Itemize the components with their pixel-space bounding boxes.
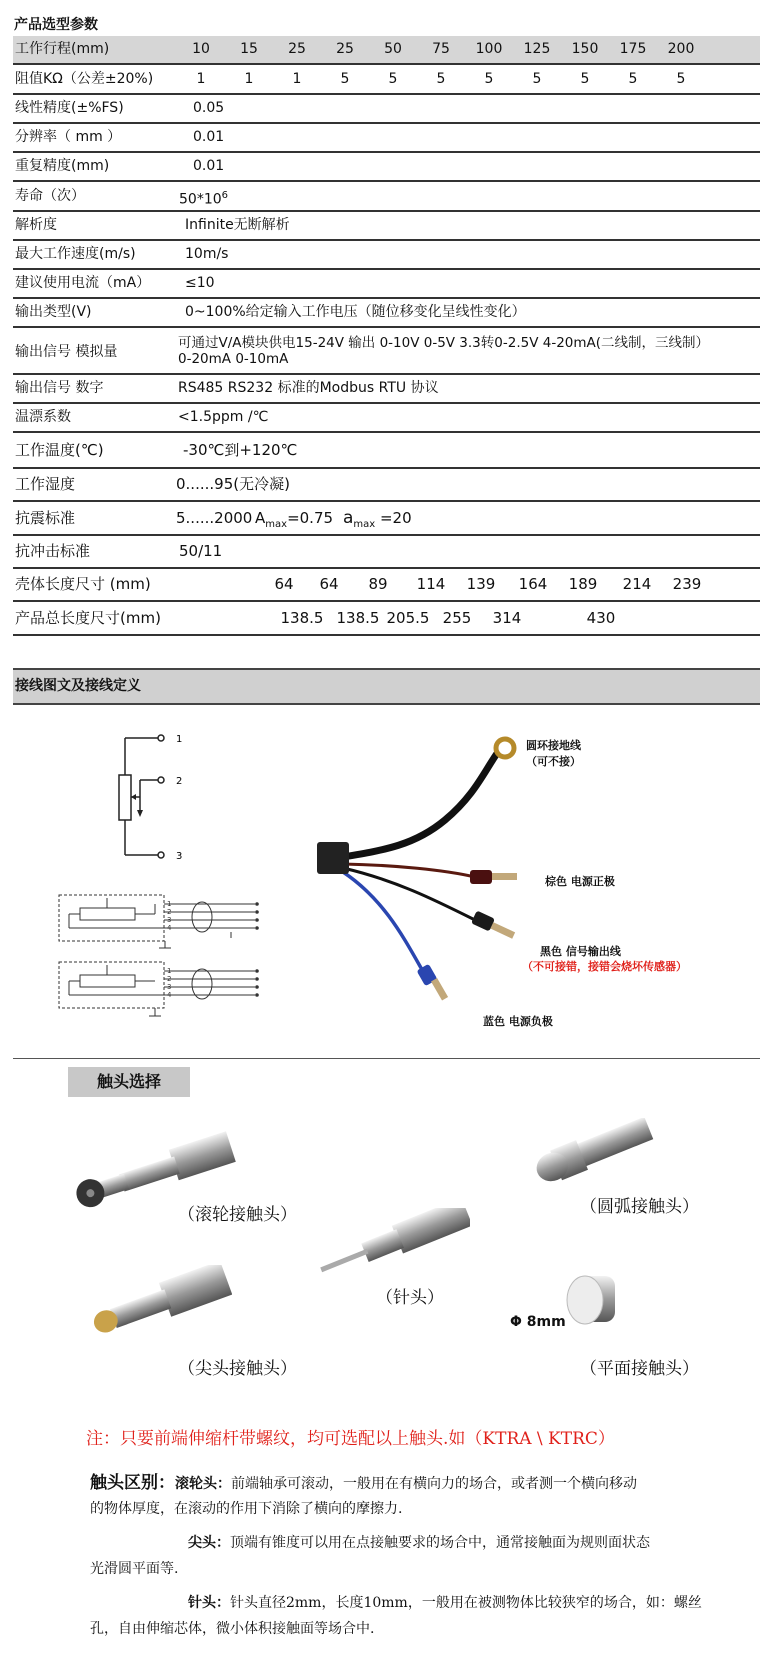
cell: 25	[288, 41, 306, 57]
pin-label-small: 4	[167, 991, 172, 999]
wiring-title: 接线图文及接线定义	[15, 678, 141, 694]
spec-title: 产品选型参数	[14, 17, 98, 33]
row-output-type	[13, 299, 760, 328]
flat-contact-dimension: Φ 8mm	[510, 1314, 566, 1330]
row-value: ≤10	[185, 275, 215, 291]
row-value: -30℃到+120℃	[183, 441, 298, 459]
tip-text-1: 顶端有锥度可以用在点接触要求的场合中，通常接触面为规则面状态	[230, 1535, 650, 1551]
pin-label-small: 3	[167, 983, 172, 991]
row-resistance	[13, 65, 760, 95]
cable-drawing	[315, 730, 545, 1030]
row-current	[13, 270, 760, 299]
row-value: Infinite无断解析	[185, 217, 290, 233]
brown-wire-label: 棕色 电源正极	[545, 875, 615, 888]
pin-label-small: 4	[167, 924, 172, 932]
row-humidity	[13, 469, 760, 502]
row-analog-output	[13, 328, 760, 375]
row-value: 0.05	[193, 100, 225, 116]
roller-text-1: 前端轴承可滚动，一般用在有横向力的场合，或者测一个横向移动	[231, 1476, 637, 1492]
tip-head: 尖头：	[188, 1535, 230, 1551]
section-divider	[13, 1058, 760, 1059]
row-label: 输出信号 模拟量	[15, 344, 118, 360]
row-value-line2: 0-20mA 0-10mA	[178, 351, 289, 367]
ring-ground-label: 圆环接地线	[526, 739, 581, 752]
row-value: 0~100%给定输入工作电压（随位移变化呈线性变化）	[185, 304, 526, 320]
cell: 10	[192, 41, 210, 57]
row-resolution	[13, 124, 760, 153]
cell: 5	[436, 71, 446, 87]
pin-label: 3	[176, 851, 183, 862]
row-label: 阻值KΩ（公差±20%)	[15, 71, 154, 87]
amax2-sub: max	[353, 519, 376, 530]
contacts-note: 注：只要前端伸缩杆带螺纹，均可选配以上触头.如（KTRA \ KTRC）	[86, 1429, 615, 1449]
needle-head: 针头：	[188, 1595, 230, 1611]
diff-tip-para	[188, 1530, 650, 1556]
row-label: 工作温度(℃)	[15, 441, 104, 459]
roller-head: 滚轮头：	[175, 1476, 231, 1492]
cell: 100	[475, 41, 503, 57]
pin-label: 1	[176, 734, 183, 745]
lifetime-exponent: 6	[221, 190, 229, 201]
row-label: 寿命（次）	[15, 188, 85, 204]
contacts-section-header: 触头选择	[68, 1067, 190, 1097]
row-label: 分辨率（ mm ）	[15, 129, 122, 145]
row-label: 壳体长度尺寸 (mm)	[15, 575, 151, 593]
cell: 150	[571, 41, 599, 57]
diff-needle-para	[188, 1590, 702, 1616]
cell: 64	[274, 575, 294, 593]
ring-ground-note: （可不接）	[526, 755, 581, 768]
cell: 89	[368, 575, 388, 593]
cell: 239	[672, 575, 702, 593]
tip-text-2: 光滑圆平面等.	[90, 1561, 179, 1577]
cell: 5	[532, 71, 542, 87]
needle-text-1: 针头直径2mm，长度10mm，一般用在被测物体比较狭窄的场合，如：螺丝	[230, 1595, 702, 1611]
black-wire-label: 黑色 信号输出线	[540, 945, 621, 958]
pin-label-small: 2	[167, 975, 172, 983]
pin-label-small: 3	[167, 916, 172, 924]
needle-contact-image	[310, 1208, 470, 1288]
arc-contact-image	[525, 1118, 655, 1193]
row-digital-output	[13, 375, 760, 404]
pin-label-small: 1	[167, 900, 172, 908]
diff-roller-para	[90, 1470, 637, 1497]
cell: 139	[466, 575, 496, 593]
cell: 1	[196, 71, 206, 87]
needle-contact-caption: （针头）	[376, 1288, 444, 1308]
row-value: 0.01	[193, 158, 225, 174]
cell: 138.5	[336, 609, 380, 627]
tip-contact-image	[82, 1265, 232, 1350]
cell: 5	[580, 71, 590, 87]
row-temp-drift	[13, 404, 760, 433]
cell: 189	[568, 575, 598, 593]
row-shock	[13, 536, 760, 569]
potentiometer-schematic	[100, 725, 210, 870]
row-value	[179, 182, 228, 214]
tip-contact-caption: （尖头接触头）	[178, 1359, 297, 1379]
row-label: 工作行程(mm)	[15, 41, 110, 57]
cell: 15	[240, 41, 258, 57]
row-analysis	[13, 212, 760, 241]
cell: 5	[388, 71, 398, 87]
cell: 114	[416, 575, 446, 593]
cell: 5	[340, 71, 350, 87]
row-label: 输出类型(V)	[15, 304, 92, 320]
flat-contact-image	[555, 1268, 630, 1338]
amax-number: =0.75	[287, 509, 334, 527]
cell: 138.5	[280, 609, 324, 627]
pin-label-small: 2	[167, 908, 172, 916]
flat-contact-caption: （平面接触头）	[580, 1359, 699, 1379]
row-value: 可通过V/A模块供电15-24V 输出 0-10V 0-5V 3.3转0-2.5V 4-20mA(二线制，三线制）	[178, 335, 710, 351]
row-value: 50/11	[179, 542, 223, 560]
row-label: 重复精度(mm)	[15, 158, 110, 174]
blue-wire-label: 蓝色 电源负极	[483, 1015, 553, 1028]
cell: 1	[244, 71, 254, 87]
cell: 75	[432, 41, 450, 57]
cell: 5	[676, 71, 686, 87]
cell: 164	[518, 575, 548, 593]
row-label: 建议使用电流（mA）	[15, 275, 151, 291]
row-repeatability	[13, 153, 760, 182]
shielded-wiring-schematic	[55, 890, 275, 1025]
row-label: 工作湿度	[15, 475, 76, 493]
cell: 64	[319, 575, 339, 593]
cell: 175	[619, 41, 647, 57]
cell: 5	[484, 71, 494, 87]
cell: 200	[667, 41, 695, 57]
cell: 125	[523, 41, 551, 57]
row-body-length	[13, 569, 760, 602]
cell: 50	[384, 41, 402, 57]
row-linearity	[13, 95, 760, 124]
row-value: 0......95(无冷凝)	[176, 475, 290, 493]
row-value: RS485 RS232 标准的Modbus RTU 协议	[178, 380, 439, 396]
row-label: 温漂系数	[15, 409, 71, 425]
row-label: 线性精度(±%FS)	[15, 100, 124, 116]
amax2-number: =20	[375, 509, 412, 527]
row-lifetime	[13, 182, 760, 212]
row-label: 解析度	[15, 217, 57, 233]
row-speed	[13, 241, 760, 270]
row-label: 抗冲击标准	[15, 542, 91, 560]
row-value: 10m/s	[185, 246, 229, 262]
amax-sub: max	[265, 519, 288, 530]
row-total-length	[13, 602, 760, 636]
row-label: 产品总长度尺寸(mm)	[15, 609, 161, 627]
row-stroke	[13, 36, 760, 65]
needle-text-2: 孔，自由伸缩芯体，微小体积接触面等场合中.	[90, 1621, 375, 1637]
row-value: <1.5ppm /℃	[178, 409, 269, 425]
row-vibration	[13, 502, 760, 536]
pin-label: 2	[176, 776, 183, 787]
amax2-symbol: a	[343, 508, 354, 528]
row-value: 5......2000	[176, 509, 253, 527]
arc-contact-caption: （圆弧接触头）	[580, 1197, 699, 1217]
row-label: 最大工作速度(m/s)	[15, 246, 136, 262]
cell: 5	[628, 71, 638, 87]
roller-contact-caption: （滚轮接触头）	[178, 1205, 297, 1225]
cell: 25	[336, 41, 354, 57]
row-work-temp	[13, 433, 760, 469]
cell: 214	[622, 575, 652, 593]
wiring-section-header	[13, 668, 760, 705]
cell: 1	[292, 71, 302, 87]
diff-title: 触头区别：	[90, 1473, 175, 1493]
cell: 314	[492, 609, 522, 627]
row-value: 0.01	[193, 129, 225, 145]
lifetime-base: 50*10	[179, 191, 222, 208]
cell: 205.5	[386, 609, 430, 627]
pin-label-small: 1	[167, 967, 172, 975]
roller-text-2: 的物体厚度，在滚动的作用下消除了横向的摩擦力.	[90, 1501, 403, 1517]
amax-symbol: A	[255, 509, 266, 527]
row-label: 抗震标准	[15, 509, 76, 527]
cell: 255	[442, 609, 472, 627]
row-label: 输出信号 数字	[15, 380, 104, 396]
black-wire-warning: （不可接错，接错会烧坏传感器）	[522, 960, 687, 973]
cell: 430	[586, 609, 616, 627]
